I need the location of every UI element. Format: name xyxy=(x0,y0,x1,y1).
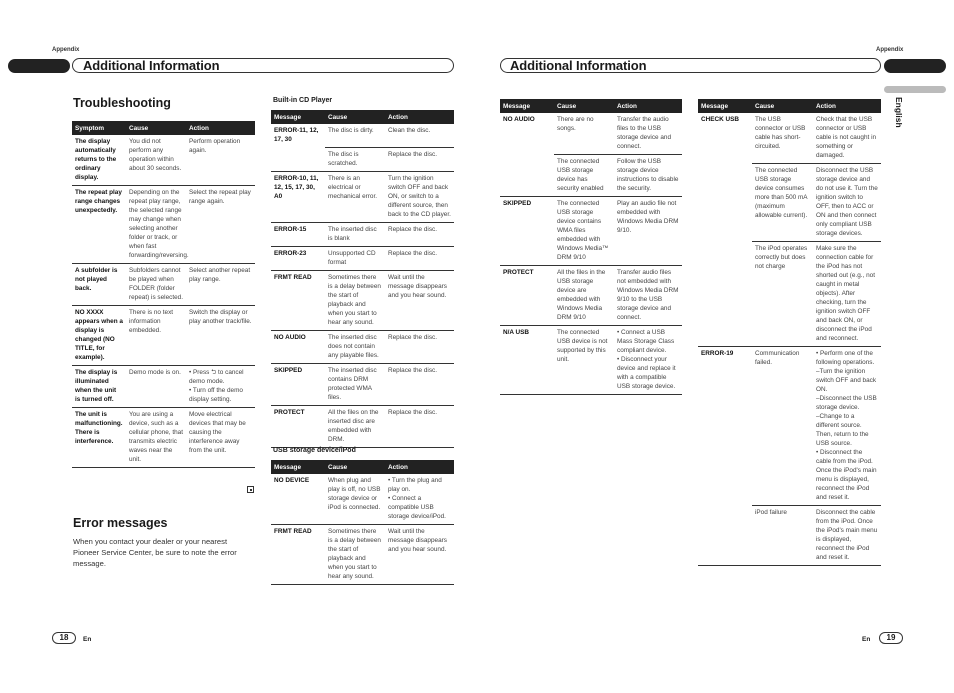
table-row xyxy=(698,113,881,164)
troubleshooting-title: Troubleshooting xyxy=(73,96,171,110)
cell-action: • Perform one of the following operations. –Turn the ignition switch OFF and back ON. –Disconnect the USB storage device. –Change to a different source. Then, return to the USB source. • Disconnect the cable from the iPod. Once the iPod's main menu is displayed, reconnect the iPod and reset it. xyxy=(813,347,881,506)
table-row xyxy=(72,135,255,186)
table-row xyxy=(500,326,682,395)
table-row xyxy=(72,306,255,366)
col-header-action: Action xyxy=(813,99,881,113)
header-tab-left xyxy=(8,59,70,73)
table-row xyxy=(698,347,881,506)
cell-message: SKIPPED xyxy=(271,363,325,405)
cell-message: SKIPPED xyxy=(500,197,554,266)
cell-action: Replace the disc. xyxy=(385,222,454,246)
cell-message: CHECK USB xyxy=(701,116,739,123)
col-header-cause: Cause xyxy=(752,99,813,113)
col-header-message: Message xyxy=(271,460,325,474)
table-row xyxy=(271,147,454,171)
cell-message: ERROR-23 xyxy=(271,246,325,270)
cell-action: Check that the USB connector or USB cable is not caught in something or damaged. xyxy=(813,113,881,164)
cell-action: Wait until the message disappears and you hear sound. xyxy=(385,525,454,585)
cell-action: Replace the disc. xyxy=(385,363,454,405)
cell-message xyxy=(698,164,752,242)
col-header-action: Action xyxy=(385,460,454,474)
cell-cause: Sometimes there is a delay between the start of playback and when you start to hear any sound. xyxy=(325,525,385,585)
cell-action: Replace the disc. xyxy=(385,405,454,447)
table-row xyxy=(271,171,454,222)
col-header-cause: Cause xyxy=(325,460,385,474)
cell-cause: The connected USB storage device consumes more than 500 mA (maximum allowable current). xyxy=(752,164,813,242)
cell-cause: iPod failure xyxy=(752,506,813,566)
cell-action: • Turn the plug and play on. • Connect a compatible USB storage device/iPod. xyxy=(385,474,454,525)
table-row xyxy=(271,246,454,270)
cell-action: Make sure the connection cable for the iPod has not shorted out (e.g., not caught in metal objects). After checking, turn the ignition switch OFF and back ON, or disconnect the iPod and reconnect. xyxy=(813,242,881,347)
cell-cause: The connected USB device is not supported by this unit. xyxy=(554,326,614,395)
table-row xyxy=(271,222,454,246)
table-row xyxy=(271,405,454,447)
section-title-right: Additional Information xyxy=(510,58,647,73)
page-number-left: 18 xyxy=(52,632,76,644)
cell-message: NO XXXX appears when a display is changed (NO TITLE, for example). xyxy=(72,306,126,366)
end-of-section-icon xyxy=(247,486,254,493)
cell-message: The unit is malfunctioning. There is interference. xyxy=(72,408,126,468)
cell-action: Follow the USB storage device instructions to disable the security. xyxy=(614,155,682,197)
col-header-message: Message xyxy=(698,99,752,113)
cell-message: The display automatically returns to the ordinary display. xyxy=(72,135,126,186)
cell-action: Clean the disc. xyxy=(385,124,454,147)
error-messages-intro: When you contact your dealer or your nearest Pioneer Service Center, be sure to note the error message. xyxy=(73,537,237,568)
col-header-action: Action xyxy=(186,121,255,135)
cell-cause: There are no songs. xyxy=(554,113,614,155)
table-row xyxy=(271,330,454,363)
cell-cause: The USB connector or USB cable has short-circuited. xyxy=(752,113,813,164)
table-row xyxy=(500,113,682,155)
cell-message: The repeat play range changes unexpectedly. xyxy=(72,186,126,264)
cell-cause: Subfolders cannot be played when FOLDER (folder repeat) is selected. xyxy=(126,264,186,306)
usb-table-right xyxy=(698,99,881,566)
cell-cause: Unsupported CD format xyxy=(325,246,385,270)
cell-cause: The inserted disc does not contain any playable files. xyxy=(325,330,385,363)
table-row xyxy=(698,506,881,566)
table-row xyxy=(72,366,255,408)
cell-action: Transfer audio files not embedded with Windows Media DRM 9/10 to the USB storage device and connect. xyxy=(614,266,682,326)
cell-message: N/A USB xyxy=(500,326,554,395)
cell-message xyxy=(271,147,325,171)
cell-message: The display is illuminated when the unit is turned off. xyxy=(72,366,126,408)
col-header-cause: Cause xyxy=(325,110,385,124)
col-header-action: Action xyxy=(385,110,454,124)
cell-action: Perform operation again. xyxy=(186,135,255,186)
cell-message xyxy=(698,506,752,566)
cell-message: ERROR-11, 12, 17, 30 xyxy=(274,127,319,143)
cell-cause: The disc is dirty. xyxy=(325,124,385,147)
side-tab-english: English xyxy=(894,97,904,128)
cell-cause: The inserted disc is blank xyxy=(325,222,385,246)
cell-action: Replace the disc. xyxy=(385,147,454,171)
cell-cause: You are using a device, such as a cellular phone, that transmits electric waves near the unit. xyxy=(126,408,186,468)
cell-cause: There is no text information embedded. xyxy=(126,306,186,366)
language-code-left: En xyxy=(83,636,92,643)
cell-action: Play an audio file not embedded with Windows Media DRM 9/10. xyxy=(614,197,682,266)
col-header-cause: Cause xyxy=(126,121,186,135)
cell-message: A subfolder is not played back. xyxy=(72,264,126,306)
cell-cause: The iPod operates correctly but does not charge xyxy=(752,242,813,347)
cell-message xyxy=(500,155,554,197)
table-row xyxy=(72,186,255,264)
header-tab-right xyxy=(884,59,946,73)
cell-message xyxy=(698,242,752,347)
cell-action: Transfer the audio files to the USB storage device and connect. xyxy=(614,113,682,155)
cell-cause: You did not perform any operation within about 30 seconds. xyxy=(126,135,186,186)
cell-message: NO AUDIO xyxy=(271,330,325,363)
cell-cause: The disc is scratched. xyxy=(325,147,385,171)
usb-table-middle xyxy=(500,99,682,395)
table-row xyxy=(271,525,454,585)
cell-action: Move electrical devices that may be causing the interference away from the unit. xyxy=(186,408,255,468)
cell-message: PROTECT xyxy=(500,266,554,326)
cell-message: FRMT READ xyxy=(271,525,325,585)
cell-action: • Press ⮌ to cancel demo mode. • Turn off the demo display setting. xyxy=(186,366,255,408)
cell-cause: Depending on the repeat play range, the selected range may change when selecting another folder or track, or when fast forwarding/reversing. xyxy=(126,186,186,264)
table-row xyxy=(500,197,682,266)
cell-action: Select another repeat play range. xyxy=(186,264,255,306)
table-row xyxy=(271,363,454,405)
cell-cause: When plug and play is off, no USB storage device or iPod is connected. xyxy=(325,474,385,525)
cell-cause: The connected USB storage device contains WMA files embedded with Windows Media™ DRM 9/10 xyxy=(554,197,614,266)
usb-table-left xyxy=(271,460,454,585)
cell-cause: The connected USB storage device has security enabled xyxy=(554,155,614,197)
table-row xyxy=(72,264,255,306)
cell-cause: Demo mode is on. xyxy=(126,366,186,408)
col-header-message: Message xyxy=(500,99,554,113)
col-header-action: Action xyxy=(614,99,682,113)
cell-cause: The inserted disc contains DRM protected WMA files. xyxy=(325,363,385,405)
table-row xyxy=(698,164,881,242)
cell-action: • Connect a USB Mass Storage Class compliant device. • Disconnect your device and replace it with a compatible USB storage device. xyxy=(614,326,682,395)
cell-action: Replace the disc. xyxy=(385,330,454,363)
col-header-symptom: Symptom xyxy=(72,121,126,135)
col-header-message: Message xyxy=(271,110,325,124)
cell-action: Wait until the message disappears and you hear sound. xyxy=(385,270,454,330)
appendix-label-right: Appendix xyxy=(876,47,904,53)
cell-cause: There is an electrical or mechanical error. xyxy=(325,171,385,222)
appendix-label-left: Appendix xyxy=(52,47,80,53)
cell-message: FRMT READ xyxy=(271,270,325,330)
error-messages-title: Error messages xyxy=(73,516,168,530)
section-title-left: Additional Information xyxy=(83,58,220,73)
language-code-right: En xyxy=(862,636,871,643)
page-number-right: 19 xyxy=(879,632,903,644)
cell-message: ERROR-15 xyxy=(271,222,325,246)
side-tab-marker xyxy=(884,86,946,93)
cell-action: Replace the disc. xyxy=(385,246,454,270)
cell-message: PROTECT xyxy=(271,405,325,447)
col-header-cause: Cause xyxy=(554,99,614,113)
cell-action: Disconnect the cable from the iPod. Once the iPod's main menu is displayed, reconnect the iPod and reset it. xyxy=(813,506,881,566)
table-row xyxy=(271,124,454,147)
cell-cause: Sometimes there is a delay between the start of playback and when you start to hear any sound. xyxy=(325,270,385,330)
builtin-cd-table xyxy=(271,110,454,448)
cell-action: Disconnect the USB storage device and do not use it. Turn the ignition switch to OFF, then to ACC or ON and then connect only compliant USB storage devices. xyxy=(813,164,881,242)
cell-action: Select the repeat play range again. xyxy=(186,186,255,264)
troubleshooting-table xyxy=(72,121,255,468)
table-row xyxy=(698,242,881,347)
table-row xyxy=(271,270,454,330)
cell-cause: All the files on the inserted disc are embedded with DRM. xyxy=(325,405,385,447)
table-row xyxy=(500,266,682,326)
cell-message: NO DEVICE xyxy=(271,474,325,525)
table-row xyxy=(500,155,682,197)
table-row xyxy=(72,408,255,468)
cell-action: Turn the ignition switch OFF and back ON, or switch to a different source, then back to the CD player. xyxy=(385,171,454,222)
cell-message: NO AUDIO xyxy=(503,116,535,123)
cell-action: Switch the display or play another track/file. xyxy=(186,306,255,366)
cell-cause: Communication failed. xyxy=(752,347,813,506)
cell-cause: All the files in the USB storage device are embedded with Windows Media DRM 9/10 xyxy=(554,266,614,326)
cell-message: ERROR-10, 11, 12, 15, 17, 30, A0 xyxy=(271,171,325,222)
usb-title: USB storage device/iPod xyxy=(273,447,356,454)
builtin-cd-title: Built-in CD Player xyxy=(273,97,333,104)
cell-message: ERROR-19 xyxy=(701,350,734,357)
table-row xyxy=(271,474,454,525)
